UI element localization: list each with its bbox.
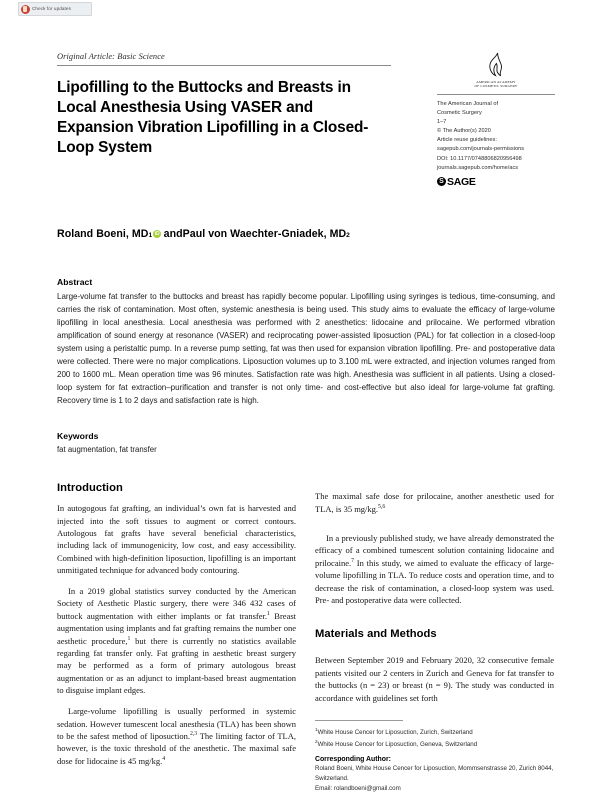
permissions-url[interactable]: sagepub.com/journals-permissions: [437, 146, 525, 153]
page-title: Lipofilling to the Buttocks and Breasts in Local Anesthesia Using VASER and Expansion Vibration Lipofilling in a Closed-Loop System: [57, 78, 369, 156]
materials-and-methods-heading: Materials and Methods: [315, 627, 437, 640]
journal-home-url[interactable]: journals.sagepub.com/home/acs: [437, 164, 519, 171]
right-p1-ref: 5,6: [378, 503, 386, 510]
corresponding-author-heading: Corresponding Author:: [315, 755, 391, 763]
affiliation-1: [315, 726, 554, 738]
paper-header: [57, 0, 555, 187]
header-divider: [57, 65, 391, 66]
introduction-heading: Introduction: [57, 481, 123, 494]
intro-paragraph-3: [57, 705, 296, 767]
check-for-updates-label: Check for updates: [32, 5, 71, 11]
affiliation-2-text: White House Cencer for Liposuction, Geneva, Switzerland: [317, 741, 478, 749]
intro-p2-ref-2: 1: [127, 635, 131, 642]
aacs-logo: [437, 52, 555, 88]
aacs-line2: OF COSMETIC SURGERY: [474, 83, 518, 88]
copyright-line: © The Author(s) 2020: [437, 128, 491, 135]
right-p1-part-a: The maximal safe dose for prilocaine, another anesthetic used for TLA, is 35 mg/kg.: [315, 491, 554, 514]
right-p2-part-b: In this study, we aimed to evaluate the efficacy of large-volume lipofilling in TLA. To reduce costs and operation time, and to decrease the risk of contamination, a closed-loop system was used. Pre- and postoperative data were collected.: [315, 557, 554, 605]
right-paragraph-1: [315, 490, 554, 515]
column-left: [57, 482, 296, 794]
intro-p2-ref-1: 1: [266, 611, 270, 618]
intro-paragraph-2: [57, 585, 296, 697]
sage-wordmark: SAGE: [447, 175, 476, 188]
check-for-updates-icon: [21, 5, 30, 14]
intro-paragraph-1: In autogogous fat grafting, an individual’s own fat is harvested and injected into the soft tissues to augment or correct contours. Autologous fat grafts have several beneficial characteristics, including lack of immunogenicity, low cost, and easy accessibility. Combined with high-definition liposuction, lipofilling is an important unmitigated technique for advanced body contouring.: [57, 503, 296, 576]
column-right: [315, 482, 554, 794]
author-1-name: Roland Boeni, MD: [57, 228, 149, 241]
journal-meta-divider: [437, 94, 555, 95]
sage-logo: [437, 177, 555, 188]
intro-p3-ref-2: 4: [162, 755, 166, 762]
journal-title-line2: Cosmetic Surgery: [437, 110, 482, 117]
body-columns: [57, 482, 555, 794]
keywords-section: [57, 431, 555, 455]
article-type-label: Original Article: Basic Science: [57, 52, 165, 61]
journal-meta-list: [437, 100, 555, 172]
corresponding-author-address: Roland Boeni, White House Cencer for Liposuction, Mommsenstrasse 20, Zurich 8044, Switzerland.: [315, 764, 554, 782]
intro-p2-part-c: but there is currently no statistics available regarding fat transfer only. Fat grafting in aesthetic breast surgery may be performed as a form of primary autologous breast augmentation or as an adjunct to implant-based breast augmentation to disguise implant edges.: [57, 635, 296, 696]
methods-paragraph-1: Between September 2019 and February 2020, 32 consecutive female patients visited our 2 centers in Zurich and Geneva for fat transfer to the buttocks (n = 23) or breast (n = 9). The study was conducted in accordance with guidelines set forth: [315, 655, 554, 703]
intro-p3-part-a: Large-volume lipofilling is usually performed in systemic sedation. However tumescent local anesthesia (TLA) has been shown to be the safest method of liposuction.: [57, 706, 296, 741]
author-conjunction: and: [163, 228, 183, 241]
sage-mark-icon: [437, 177, 446, 186]
abstract-section: [57, 277, 555, 407]
intro-p2-part-b: Breast augmentation using implants and fat grafting remains the number one aesthetic procedure,: [57, 610, 297, 646]
author-1-affiliation-marker: 1: [148, 232, 153, 240]
journal-title-line1: The American Journal of: [437, 101, 499, 108]
aacs-logo-text: [475, 80, 518, 89]
intro-p3-ref-1: 2,3: [189, 731, 198, 738]
affiliation-1-text: White House Cencer for Liposuction, Zurich, Switzerland: [317, 729, 473, 737]
orcid-icon[interactable]: [153, 230, 161, 238]
affiliation-1-marker: 1: [315, 727, 318, 733]
header-left: [57, 52, 391, 168]
keywords-body: fat augmentation, fat transfer: [57, 444, 157, 454]
footnote-block: [315, 712, 554, 794]
doi-line[interactable]: DOI: 10.1177/0748806820956498: [437, 155, 522, 162]
page-content: [57, 0, 555, 793]
aacs-line1: AMERICAN ACADEMY: [476, 79, 516, 84]
keywords-heading: Keywords: [57, 431, 99, 442]
abstract-body: Large-volume fat transfer to the buttocks and breast has rapidly become popular. Lipofilling using syringes is tedious, time-consuming, and carries the risk of contamination. Most often, systemic anesthesia is being used. This study aims to evaluate the efficacy of large-volume lipofilling in local anesthesia. Local anesthesia was performed with 2 anesthetics: lidocaine and prilocaine. We performed vibration amplification of sound energy at resonance (VASER) and reciprocating power-assisted liposuction (PAL) for fat collection in a closed-loop system using a peristaltic pump. In a reverse pump setting, fat was then used for expansion vibration lipofilling. Pre- and postoperative data were collected. There were no major complications. Liposuction volumes up to 3.100 mL were extracted, and injection volumes ranged from 200 to 1600 mL. Mean operation time was 96 minutes. Satisfaction rate was high. Anesthesia was sufficient in all patients. Using a closed-loop system for fat extraction–purification and transfer is not only time- and cost-effective but also ideal for large-volume fat grafting. Recovery time is 1 to 2 days and satisfaction rate is high.: [57, 292, 555, 406]
affiliation-2-marker: 2: [315, 739, 318, 745]
journal-meta-block: [437, 52, 555, 187]
affiliation-2: [315, 738, 554, 750]
author-list: [57, 228, 555, 240]
right-p2-part-a: In a previously published study, we have already demonstrated the efficacy of a combined tumescent solution containing lidocaine and prilocaine.: [315, 532, 554, 568]
author-2-name: Paul von Waechter-Gniadek, MD: [182, 228, 347, 241]
footnote-divider: [315, 720, 403, 721]
intro-p3-part-b: The limiting factor of TLA, however, is the toxic threshold of the anesthetic. The maximal safe dose for lidocaine is 45 mg/kg.: [57, 731, 296, 766]
right-p2-ref: 7: [351, 557, 355, 564]
corresponding-author-email[interactable]: Email: rolandboeni@gmail.com: [315, 785, 401, 793]
flame-icon: [486, 52, 507, 78]
author-2-affiliation-marker: 2: [346, 232, 350, 240]
page-range: 1–7: [437, 119, 447, 126]
intro-p2-part-a: In a 2019 global statistics survey conducted by the American Society of Aesthetic Plastic surgery, there were 346 432 cases of buttock augmentation with either implants or fat transfer.: [57, 586, 296, 621]
reuse-guidelines-label: Article reuse guidelines:: [437, 137, 497, 144]
abstract-heading: Abstract: [57, 277, 93, 288]
right-paragraph-2: [315, 532, 554, 606]
